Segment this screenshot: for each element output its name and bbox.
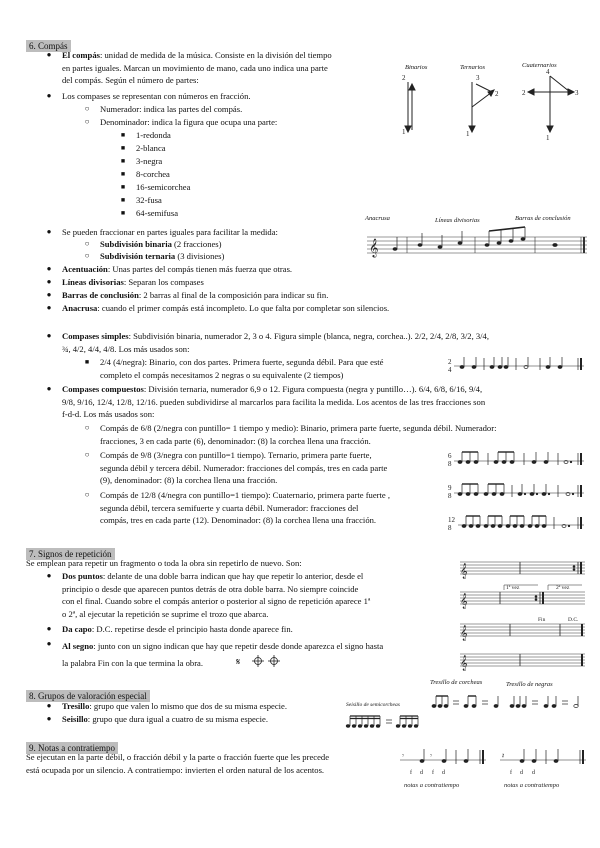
- text: la palabra Fin con la que termina la obra.: [62, 658, 204, 668]
- figure-item: 2-blanca: [136, 143, 166, 153]
- svg-text:f: f: [432, 770, 434, 776]
- text: en partes iguales. Marcan un movimiento de mano, cada uno indica una parte: [62, 62, 328, 73]
- label-lineas: Líneas divisorias: [435, 217, 480, 224]
- conducting-figure: [400, 52, 580, 142]
- text: compás, tres en cada parte (12). Denominador: (8) la corchea llena una fracción.: [100, 515, 377, 526]
- svg-text:𝄋: 𝄋: [236, 657, 241, 668]
- figure-item: 8-corchea: [136, 169, 170, 179]
- text: ¾, 4/2, 4/4, 4/8. Los más usados son:: [62, 343, 190, 354]
- term: Tresillo: [62, 701, 90, 711]
- compases-compuestos: [62, 383, 592, 421]
- sub-binaria: [100, 238, 222, 251]
- svg-text:1: 1: [466, 130, 470, 138]
- bullet: ○: [84, 117, 90, 126]
- label-anacrusa: Anacrusa: [365, 215, 390, 222]
- bullet: ●: [46, 384, 52, 393]
- rhythm-12-8: [448, 512, 586, 534]
- label-2a-vez: 2ª vez: [556, 585, 570, 591]
- term: Anacrusa: [62, 303, 98, 313]
- bullet: ●: [46, 714, 52, 723]
- text: (2 fracciones): [171, 239, 222, 249]
- text: Compás de 6/8 (2/negra con puntillo= 1 tiempo y medio): Binario, primera parte fuerte, segunda débil. Numerador:: [100, 423, 497, 433]
- label-tresillo-negras: Tresillo de negras: [506, 681, 553, 688]
- bullet: ■: [120, 144, 126, 152]
- svg-text:2: 2: [402, 74, 406, 82]
- compas-definition: [62, 49, 392, 87]
- text: (9), denominador: (8) la corchea llena una fracción.: [100, 475, 278, 486]
- contratiempo-figure: [400, 742, 590, 790]
- label-ternarios: Ternarios: [460, 64, 486, 71]
- subdivision-text: Se pueden fraccionar en partes iguales para facilitar la medida:: [62, 227, 278, 237]
- bullet: ○: [84, 450, 90, 459]
- term: Seisillo: [62, 714, 88, 724]
- compases-simples: [62, 330, 582, 355]
- label-dc: D.C.: [568, 617, 579, 623]
- rhythm-2-4: [448, 354, 586, 374]
- svg-text:2: 2: [522, 89, 526, 97]
- svg-text:d: d: [532, 770, 535, 776]
- text: : grupo que valen lo mismo que dos de su misma especie.: [89, 701, 287, 711]
- text: o 2ª, al ejecutar la repetición se suprime el trozo que abarca.: [62, 608, 269, 619]
- svg-text:d: d: [420, 770, 423, 776]
- svg-text:2: 2: [495, 90, 499, 98]
- lineas-divisorias: [62, 276, 204, 289]
- text: (3 divisiones): [175, 251, 225, 261]
- text: Compás de 12/8 (4/negra con puntillo=1 tiempo): Cuaternario, primera parte fuerte ,: [100, 490, 391, 500]
- bullet: ●: [46, 91, 52, 100]
- compas-6-8: [100, 422, 570, 447]
- bullet: ●: [46, 331, 52, 340]
- svg-text:6: 6: [448, 452, 452, 460]
- svg-text:d: d: [442, 770, 445, 776]
- tresillo: [62, 700, 287, 713]
- term: Dos puntos: [62, 571, 103, 581]
- dos-puntos: [62, 570, 434, 620]
- term: Subdivisión binaria: [100, 239, 172, 249]
- svg-text:1: 1: [546, 134, 550, 142]
- term: Líneas divisorias: [62, 277, 124, 287]
- label-1a-vez: 1ª vez: [506, 585, 520, 591]
- text: : Separan los compases: [123, 277, 204, 287]
- seisillo: [62, 713, 268, 726]
- text: : junto con un signo indican que hay que repetir desde donde aparezca el signo hasta: [93, 641, 384, 651]
- label-contratiempo-1: notas a contratiempo: [404, 782, 460, 789]
- section-7-intro: Se emplean para repetir un fragmento o toda la obra sin repetirlo de nuevo. Son:: [26, 558, 302, 568]
- svg-text:𝄞: 𝄞: [460, 656, 468, 671]
- svg-text:8: 8: [448, 524, 452, 532]
- term: Al segno: [62, 641, 94, 651]
- anacrusa-staff: [365, 215, 590, 265]
- acentuacion: [62, 263, 292, 276]
- svg-text:d: d: [520, 770, 523, 776]
- svg-text:4: 4: [546, 68, 550, 76]
- segno-coda-icons: [236, 655, 280, 667]
- contratiempo-text: [26, 751, 396, 776]
- label-barras: Barras de conclusión: [515, 215, 571, 222]
- label-fin: Fin: [538, 617, 546, 623]
- figure-item: 3-negra: [136, 156, 163, 166]
- section-7-title: 7. Signos de repetición: [26, 548, 115, 560]
- da-capo: [62, 623, 293, 636]
- denominador-text: Denominador: indica la figura que ocupa una parte:: [100, 117, 278, 127]
- bullet: ○: [84, 423, 90, 432]
- figure-item: 16-semicorchea: [136, 182, 191, 192]
- svg-text:2: 2: [448, 358, 452, 366]
- bullet: ○: [84, 251, 90, 260]
- term: Barras de conclusión: [62, 290, 139, 300]
- svg-text:𝄾: 𝄾: [402, 752, 404, 760]
- section-9-title: 9. Notas a contratiempo: [26, 742, 118, 754]
- text: : grupo que dura igual a cuatro de su misma especie.: [87, 714, 268, 724]
- compas-12-8: [100, 489, 440, 527]
- bullet: ○: [84, 104, 90, 113]
- text: Se ejecutan en la parte débil, o fracción débil y la parte o fracción fuerte que les precede: [26, 752, 330, 762]
- conducting-arrows: [400, 52, 580, 142]
- svg-text:𝄞: 𝄞: [460, 564, 468, 579]
- term: Subdivisión ternaria: [100, 251, 176, 261]
- svg-text:f: f: [410, 770, 412, 776]
- bullet: ●: [46, 50, 52, 59]
- bullet: ○: [84, 490, 90, 499]
- term: Compases compuestos: [62, 384, 144, 394]
- text: 9/8, 9/16, 12/4, 12/8, 12/16. pueden subdividirse al marcarlos para facilita la medida. Los acentos de las tres fracciones son: [62, 396, 486, 407]
- bullet: ●: [46, 303, 52, 312]
- bullet: ■: [120, 157, 126, 165]
- svg-text:𝄾: 𝄾: [430, 752, 432, 760]
- sub-ternaria: [100, 250, 224, 263]
- fraction-text: Los compases se representan con números en fracción.: [62, 91, 251, 101]
- bullet: ■: [120, 131, 126, 139]
- text: principio o desde que aparecen puntos detrás de otra doble barra. No siempre coincide: [62, 583, 359, 594]
- barras-conclusion: [62, 289, 328, 302]
- bullet: ●: [46, 264, 52, 273]
- svg-text:9: 9: [448, 484, 452, 492]
- text: : cuando el primer compás está incompleto. Lo que falta por completar son silencios.: [97, 303, 390, 313]
- bullet: ■: [84, 358, 90, 366]
- text: 2/4 (4/negra): Binario, con dos partes. Primera fuerte, segunda débil. Para que esté: [100, 357, 384, 367]
- figure-item: 1-redonda: [136, 130, 171, 140]
- label-binarios: Binarios: [405, 64, 428, 71]
- svg-text:3: 3: [575, 89, 579, 97]
- bullet: ●: [46, 639, 52, 648]
- section-6-title: 6. Compás: [26, 40, 71, 52]
- svg-text:f: f: [510, 770, 512, 776]
- figure-item: 64-semifusa: [136, 208, 179, 218]
- text: segunda débil, tercera semifuerte y cuarta débil. Numerador: fracciones del: [100, 502, 359, 513]
- term: Compases simples: [62, 331, 129, 341]
- svg-text:𝄽: 𝄽: [502, 752, 505, 760]
- label-cuaternarios: Cuaternarios: [522, 62, 557, 69]
- svg-text:𝄞: 𝄞: [460, 594, 468, 609]
- bullet: ■: [120, 196, 126, 204]
- bullet: ■: [120, 170, 126, 178]
- text: del compás. Según el número de partes:: [62, 75, 199, 86]
- grupos-figure: [340, 690, 585, 730]
- text: Compás de 9/8 (3/negra con puntillo=1 tiempo). Ternario, primera parte fuerte,: [100, 450, 372, 460]
- compas-9-8: [100, 449, 440, 487]
- term-compas: El compás: [62, 50, 100, 60]
- svg-text:1: 1: [402, 128, 406, 136]
- rhythm-6-8: [448, 448, 586, 470]
- text: : Subdivisión binaria, numerador 2, 3 o 4. Figura simple (blanca, negra, corchea..). 2/2, 2/4, 2/8, 3/2, 3/4,: [128, 331, 489, 341]
- figure-item: 32-fusa: [136, 195, 162, 205]
- text: está ocupada por un silencio. A contratiempo: invierten el orden natural de los acentos.: [26, 764, 325, 775]
- text: : Unas partes del compás tienen más fuerza que otras.: [107, 264, 293, 274]
- label-contratiempo-2: notas a contratiempo: [504, 782, 560, 789]
- numerador-text: Numerador: indica las partes del compás.: [100, 104, 243, 114]
- repeat-staves: [460, 552, 585, 674]
- bullet: ■: [120, 183, 126, 191]
- bullet: ●: [46, 624, 52, 633]
- text: completo el compás necesitamos 2 negras o su equivalente (2 tiempos): [100, 369, 344, 380]
- bullet: ■: [120, 209, 126, 217]
- svg-text:8: 8: [448, 460, 452, 468]
- term: Acentuación: [62, 264, 108, 274]
- svg-text:4: 4: [448, 366, 452, 374]
- svg-text:𝄞: 𝄞: [460, 626, 468, 641]
- text: : D.C. repetirse desde el principio hasta donde aparece fin.: [91, 624, 293, 634]
- text: f-d-d. Los más usados son:: [62, 409, 155, 420]
- bullet: ●: [46, 290, 52, 299]
- text: fracciones, 3 en cada parte (6), denominador: (8) la corchea llena una fracción.: [100, 435, 371, 446]
- section-8-title: 8. Grupos de valoración especial: [26, 690, 150, 702]
- svg-text:3: 3: [476, 74, 480, 82]
- rhythm-9-8: [448, 480, 586, 502]
- label-tresillo-corcheas: Tresillo de corcheas: [430, 679, 483, 686]
- text: : delante de una doble barra indican que hay que repetir lo anterior, desde el: [102, 571, 364, 581]
- anacrusa: [62, 302, 389, 315]
- text: : División ternaria, numerador 6,9 o 12. Figura compuesta (negra y puntillo…). 6/4, 6/8, 6/16, 9/4,: [143, 384, 483, 394]
- bullet: ●: [46, 571, 52, 580]
- term: Da capo: [62, 624, 92, 634]
- svg-text:𝄞: 𝄞: [369, 238, 379, 257]
- text: con el final. Cuando sobre el compás anterior o posterior al signo de repetición aparece 1ª: [62, 596, 371, 607]
- bullet: ●: [46, 277, 52, 286]
- bullet: ●: [46, 701, 52, 710]
- compas-2-4: [100, 356, 430, 381]
- svg-text:8: 8: [448, 492, 452, 500]
- text: : 2 barras al final de la composición para indicar su fin.: [138, 290, 329, 300]
- bullet: ○: [84, 239, 90, 248]
- text: segunda débil y tercera débil. Numerador: fracciones del compás, tres en cada parte: [100, 462, 388, 473]
- label-seisillo: Seisillo de semicorcheas: [346, 702, 400, 708]
- svg-text:12: 12: [448, 516, 455, 524]
- anacrusa-figure: [365, 215, 590, 265]
- text: : unidad de medida de la música. Consiste en la división del tiempo: [99, 50, 332, 60]
- bullet: ●: [46, 227, 52, 236]
